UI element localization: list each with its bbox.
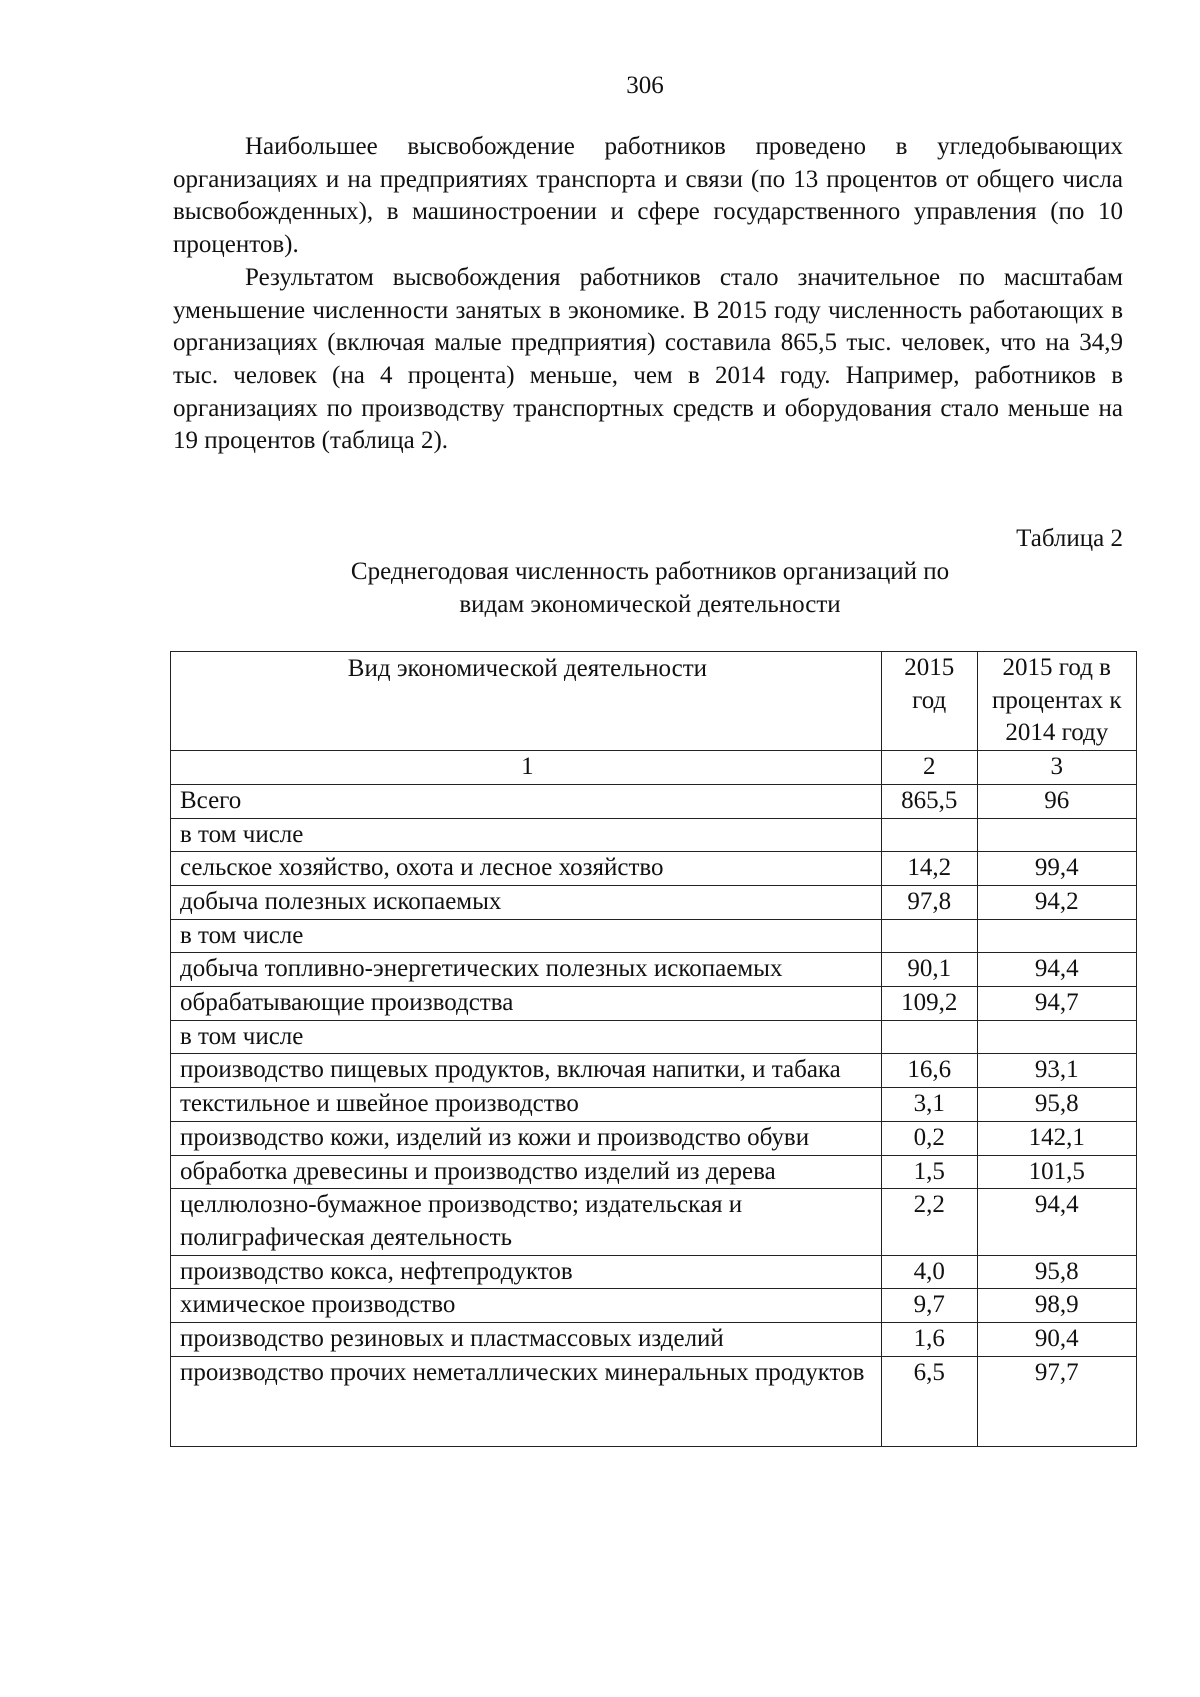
header-activity: Вид экономической деятельности: [171, 652, 882, 751]
value-2015-cell: 14,2: [881, 852, 977, 886]
column-number-3: 3: [977, 751, 1136, 785]
value-2015-cell: 1,6: [881, 1323, 977, 1357]
activity-cell: обработка древесины и производство изделий из дерева: [171, 1155, 882, 1189]
table-row: [171, 885, 1137, 919]
header-2015: 2015 год: [881, 652, 977, 751]
value-2015-cell: 865,5: [881, 784, 977, 818]
page-number: 306: [626, 72, 664, 99]
table-row: [171, 1289, 1137, 1323]
table-label: Таблица 2: [1016, 525, 1123, 552]
percent-cell: 96: [977, 784, 1136, 818]
percent-cell: 142,1: [977, 1121, 1136, 1155]
activity-cell: текстильное и швейное производство: [171, 1088, 882, 1122]
activity-cell: в том числе: [171, 919, 882, 953]
activity-cell: химическое производство: [171, 1289, 882, 1323]
table-row: [171, 1323, 1137, 1357]
value-2015-cell: 9,7: [881, 1289, 977, 1323]
percent-cell: 94,4: [977, 1189, 1136, 1255]
percent-cell: [977, 818, 1136, 852]
column-number-2: 2: [881, 751, 977, 785]
activity-cell: сельское хозяйство, охота и лесное хозяйство: [171, 852, 882, 886]
table-row: [171, 1088, 1137, 1122]
table-row: [171, 784, 1137, 818]
percent-cell: 94,4: [977, 953, 1136, 987]
activity-cell: Всего: [171, 784, 882, 818]
percent-cell: 95,8: [977, 1255, 1136, 1289]
table-header-row: [171, 652, 1137, 751]
percent-cell: 97,7: [977, 1356, 1136, 1446]
column-number-row: [171, 751, 1137, 785]
activity-cell: в том числе: [171, 818, 882, 852]
percent-cell: [977, 919, 1136, 953]
value-2015-cell: 97,8: [881, 885, 977, 919]
table-title: [250, 556, 1050, 621]
table-row: [171, 1155, 1137, 1189]
table-row: [171, 987, 1137, 1021]
percent-cell: 95,8: [977, 1088, 1136, 1122]
table-row: [171, 919, 1137, 953]
paragraph-1: Наибольшее высвобождение работников проведено в угледобывающих организациях и на предприятиях транспорта и связи (по 13 процентов от общего числа высвобожденных), в машиностроении и сфере государственного управления (по 10 процентов).: [173, 133, 1123, 259]
column-number-1: 1: [171, 751, 882, 785]
percent-cell: 94,7: [977, 987, 1136, 1021]
paragraph-2: Результатом высвобождения работников стало значительное по масштабам уменьшение численности занятых в экономике. В 2015 году численность работающих в организациях (включая малые предприятия) составила 865,5 тыс. человек, что на 34,9 тыс. человек (на 4 процента) меньше, чем в 2014 году. Например, работников в организациях по производству транспортных средств и оборудования стало меньше на 19 процентов (таблица 2).: [173, 263, 1123, 455]
value-2015-cell: 16,6: [881, 1054, 977, 1088]
header-percent: 2015 год в процентах к 2014 году: [977, 652, 1136, 751]
activity-cell: добыча полезных ископаемых: [171, 885, 882, 919]
value-2015-cell: 3,1: [881, 1088, 977, 1122]
activity-cell: производство резиновых и пластмассовых изделий: [171, 1323, 882, 1357]
value-2015-cell: 90,1: [881, 953, 977, 987]
percent-cell: 93,1: [977, 1054, 1136, 1088]
percent-cell: 99,4: [977, 852, 1136, 886]
percent-cell: 94,2: [977, 885, 1136, 919]
value-2015-cell: [881, 1020, 977, 1054]
table-row: [171, 1255, 1137, 1289]
percent-cell: 101,5: [977, 1155, 1136, 1189]
table-row: [171, 1121, 1137, 1155]
table-row: [171, 1356, 1137, 1446]
table-title-line-2: видам экономической деятельности: [459, 590, 841, 618]
activity-cell: целлюлозно-бумажное производство; издательская и полиграфическая деятельность: [171, 1189, 882, 1255]
value-2015-cell: [881, 818, 977, 852]
activity-cell: в том числе: [171, 1020, 882, 1054]
percent-cell: 90,4: [977, 1323, 1136, 1357]
percent-cell: 98,9: [977, 1289, 1136, 1323]
value-2015-cell: 109,2: [881, 987, 977, 1021]
value-2015-cell: 4,0: [881, 1255, 977, 1289]
value-2015-cell: [881, 919, 977, 953]
table-row: [171, 1020, 1137, 1054]
value-2015-cell: 6,5: [881, 1356, 977, 1446]
table-row: [171, 953, 1137, 987]
activity-cell: производство прочих неметаллических минеральных продуктов: [171, 1356, 882, 1446]
value-2015-cell: 0,2: [881, 1121, 977, 1155]
table-title-line-1: Среднегодовая численность работников организаций по: [350, 558, 950, 585]
body-text: [173, 131, 1123, 458]
activity-cell: обрабатывающие производства: [171, 987, 882, 1021]
value-2015-cell: 1,5: [881, 1155, 977, 1189]
table-row: [171, 852, 1137, 886]
activity-cell: добыча топливно-энергетических полезных ископаемых: [171, 953, 882, 987]
table-row: [171, 818, 1137, 852]
percent-cell: [977, 1020, 1136, 1054]
table-row: [171, 1054, 1137, 1088]
table-row: [171, 1189, 1137, 1255]
activity-cell: производство кожи, изделий из кожи и производство обуви: [171, 1121, 882, 1155]
activity-cell: производство пищевых продуктов, включая напитки, и табака: [171, 1054, 882, 1088]
value-2015-cell: 2,2: [881, 1189, 977, 1255]
activity-cell: производство кокса, нефтепродуктов: [171, 1255, 882, 1289]
employment-table: [170, 651, 1137, 1447]
